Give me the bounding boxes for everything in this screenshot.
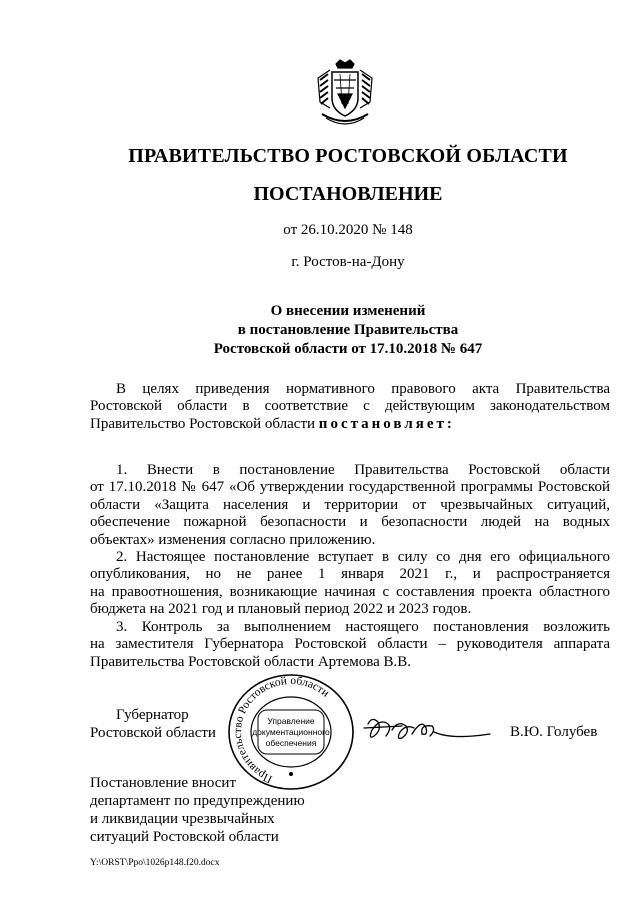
preamble-paragraph xyxy=(90,381,610,433)
text-line: от 17.10.2018 № 647 «Об утверждении государственной программы Ростовской xyxy=(90,479,610,496)
text-line: В целях приведения нормативного правового акта Правительства xyxy=(116,381,610,397)
text-line: Ростовской области в соответствие с действующим законодательством xyxy=(90,398,610,415)
text-line: Правительства Ростовской области Артемова В.В. xyxy=(90,653,411,670)
text-line: опубликования, но не ранее 1 января 2021 г., и распространяется xyxy=(90,566,610,583)
submitter-note-line: департамент по предупреждению xyxy=(90,793,305,809)
text-line: 1. Внести в постановление Правительства Ростовской области xyxy=(116,462,610,478)
text-line: обеспечение пожарной безопасности и безопасности людей на водных xyxy=(90,514,610,531)
subject-line: Ростовской области от 17.10.2018 № 647 xyxy=(213,341,483,357)
text-line: 3. Контроль за выполнением настоящего постановления возложить xyxy=(116,619,610,635)
stamp-ring-text: Правительство Ростовской области xyxy=(232,674,332,786)
signatory-role-line: Губернатор xyxy=(116,707,189,723)
resolves-keyword: постановляет: xyxy=(318,415,455,432)
file-path: Y:\ORST\Ppo\1026p148.f20.docx xyxy=(90,858,220,868)
document-city: г. Ростов-на-Дону xyxy=(291,254,405,270)
paragraph-1 xyxy=(90,462,610,549)
coat-of-arms-emblem xyxy=(314,58,376,130)
stamp-inner-line: Управление xyxy=(267,716,315,726)
text-line: на заместителя Губернатора Ростовской области – руководителя аппарата xyxy=(90,636,610,653)
paragraph-3 xyxy=(90,619,610,671)
paragraph-2 xyxy=(90,549,610,619)
submitter-note-line: ситуаций Ростовской области xyxy=(90,829,279,845)
submitter-note xyxy=(90,774,305,846)
text-line: 2. Настоящее постановление вступает в силу со дня его официального xyxy=(116,549,610,565)
text-line: на правоотношения, возникающие начиная с составления проекта областного xyxy=(90,583,610,600)
document-type: ПОСТАНОВЛЕНИЕ xyxy=(253,183,443,205)
handwritten-signature xyxy=(362,710,492,750)
signatory-role xyxy=(90,706,216,742)
text-line: области «Защита населения и территории от чрезвычайных ситуаций, xyxy=(90,496,610,513)
stamp-inner-line: документационного xyxy=(252,727,330,737)
text-fragment: Правительство Ростовской области xyxy=(90,415,319,432)
text-line: объектах» изменения согласно приложению. xyxy=(90,531,376,548)
subject-line: в постановление Правительства xyxy=(237,322,459,338)
submitter-note-line: и ликвидации чрезвычайных xyxy=(90,811,275,827)
subject-line: О внесении изменений xyxy=(270,303,426,319)
document-date-number: от 26.10.2020 № 148 xyxy=(283,222,413,238)
text-line: бюджета на 2021 год и плановый период 2022 и 2023 годов. xyxy=(90,601,472,618)
document-subject xyxy=(0,302,640,359)
signatory-role-line: Ростовской области xyxy=(90,725,216,741)
stamp-inner-line: обеспечения xyxy=(265,738,317,748)
submitter-note-line: Постановление вносит xyxy=(90,775,237,791)
government-title: ПРАВИТЕЛЬСТВО РОСТОВСКОЙ ОБЛАСТИ xyxy=(128,145,568,167)
signatory-name: В.Ю. Голубев xyxy=(510,724,598,740)
text-line xyxy=(90,416,610,433)
